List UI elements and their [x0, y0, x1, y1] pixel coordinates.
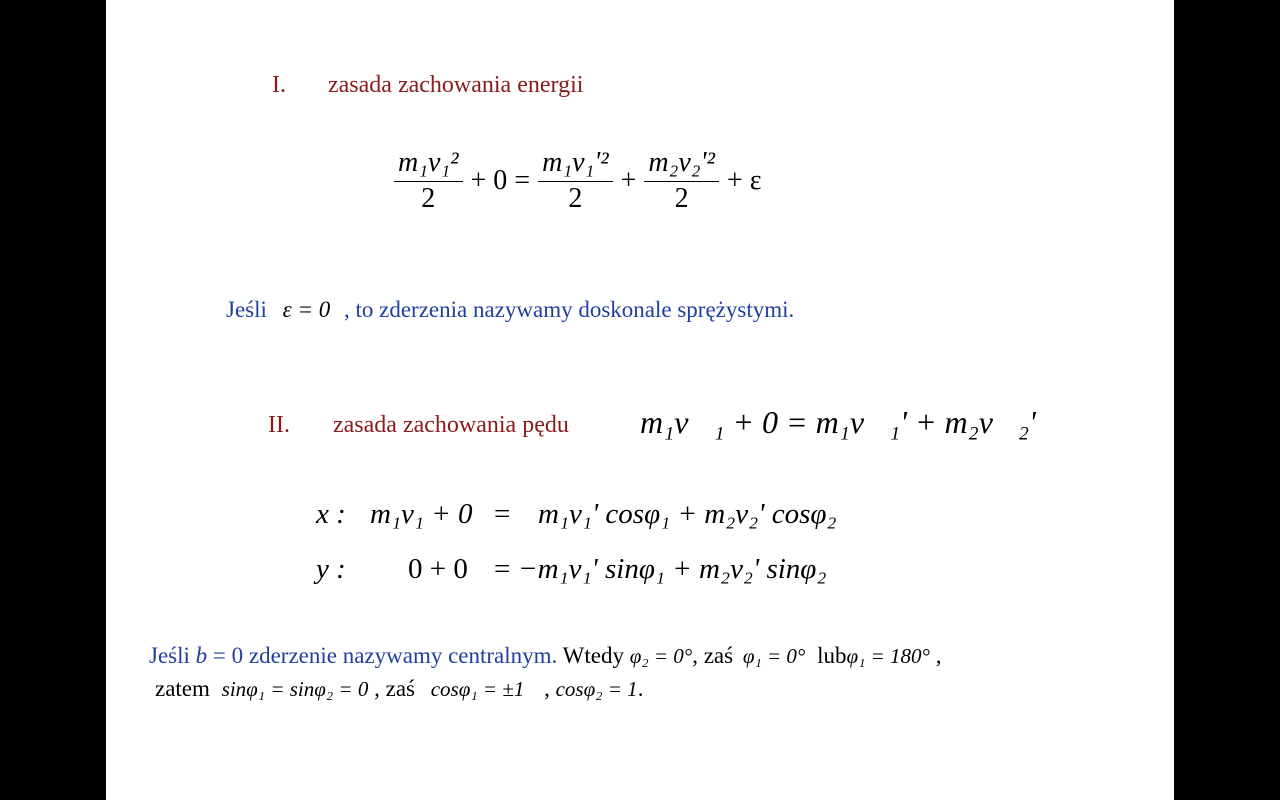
- central-phi1-180: φ₁ = 180°: [846, 644, 930, 668]
- x-label: x :: [316, 498, 346, 530]
- line2-comma: ,: [538, 676, 550, 701]
- y-lhs: 0 + 0: [408, 553, 468, 585]
- cos1-equation: cosφ₁ = ±1: [430, 677, 525, 701]
- plus-sign: +: [620, 165, 637, 197]
- fraction-rhs2-denominator: 2: [674, 182, 689, 214]
- y-equals: =: [494, 553, 511, 585]
- fraction-rhs1-denominator: 2: [568, 182, 583, 214]
- central-line1-end: ,: [929, 643, 942, 668]
- cos2-equation: cosφ₂ = 1: [555, 677, 638, 701]
- energy-equation: [390, 148, 765, 215]
- central-phi2: φ₂ = 0°: [629, 644, 693, 668]
- line2-end: .: [637, 676, 644, 701]
- fraction-lhs-numerator: m₁v₁²: [394, 148, 463, 182]
- central-zas: , zaś: [692, 643, 739, 668]
- elastic-note: [226, 297, 794, 323]
- fraction-rhs2-numerator: m₂v₂'²: [644, 148, 719, 182]
- section2-title: zasada zachowania pędu: [333, 412, 569, 438]
- section2-numeral: II.: [268, 412, 290, 438]
- central-mid: = 0 zderzenie nazywamy centralnym.: [207, 643, 558, 668]
- fraction-rhs2: [644, 148, 719, 215]
- sin-equation: sinφ₁ = sinφ₂ = 0: [221, 677, 369, 701]
- x-lhs: m₁v₁ + 0: [370, 498, 473, 530]
- line2-zas: , zaś: [368, 676, 421, 701]
- fraction-rhs1: [538, 148, 613, 215]
- plus-zero-equals: + 0 =: [470, 165, 531, 197]
- plus-epsilon: + ε: [726, 165, 762, 197]
- momentum-vector-equation: m₁v⃗₁ + 0 = m₁v⃗₁' + m₂v⃗₂': [640, 404, 1036, 440]
- central-then: Wtedy: [557, 643, 630, 668]
- zatem-label: zatem: [155, 676, 216, 701]
- elastic-note-math: ε = 0: [282, 297, 331, 322]
- central-note-line1: [149, 643, 941, 669]
- fraction-rhs1-numerator: m₁v₁'²: [538, 148, 613, 182]
- central-lub: lub: [811, 643, 847, 668]
- slide: [106, 0, 1174, 800]
- central-b: b: [195, 643, 208, 668]
- central-phi1-zero: φ₁ = 0°: [742, 644, 806, 668]
- y-label: y :: [316, 553, 346, 585]
- fraction-lhs-denominator: 2: [421, 182, 436, 214]
- fraction-lhs: [394, 148, 463, 215]
- section1-title: zasada zachowania energii: [328, 72, 584, 98]
- central-prefix: Jeśli: [149, 643, 196, 668]
- x-rhs: m₁v₁' cosφ₁ + m₂v₂' cosφ₂: [538, 498, 837, 530]
- y-rhs: −m₁v₁' sinφ₁ + m₂v₂' sinφ₂: [518, 553, 827, 585]
- elastic-note-prefix: Jeśli: [226, 297, 267, 322]
- elastic-note-suffix: , to zderzenia nazywamy doskonale sprężystymi.: [343, 297, 795, 322]
- x-equals: =: [494, 498, 511, 530]
- section1-numeral: I.: [272, 72, 286, 98]
- central-note-line2: [155, 676, 643, 702]
